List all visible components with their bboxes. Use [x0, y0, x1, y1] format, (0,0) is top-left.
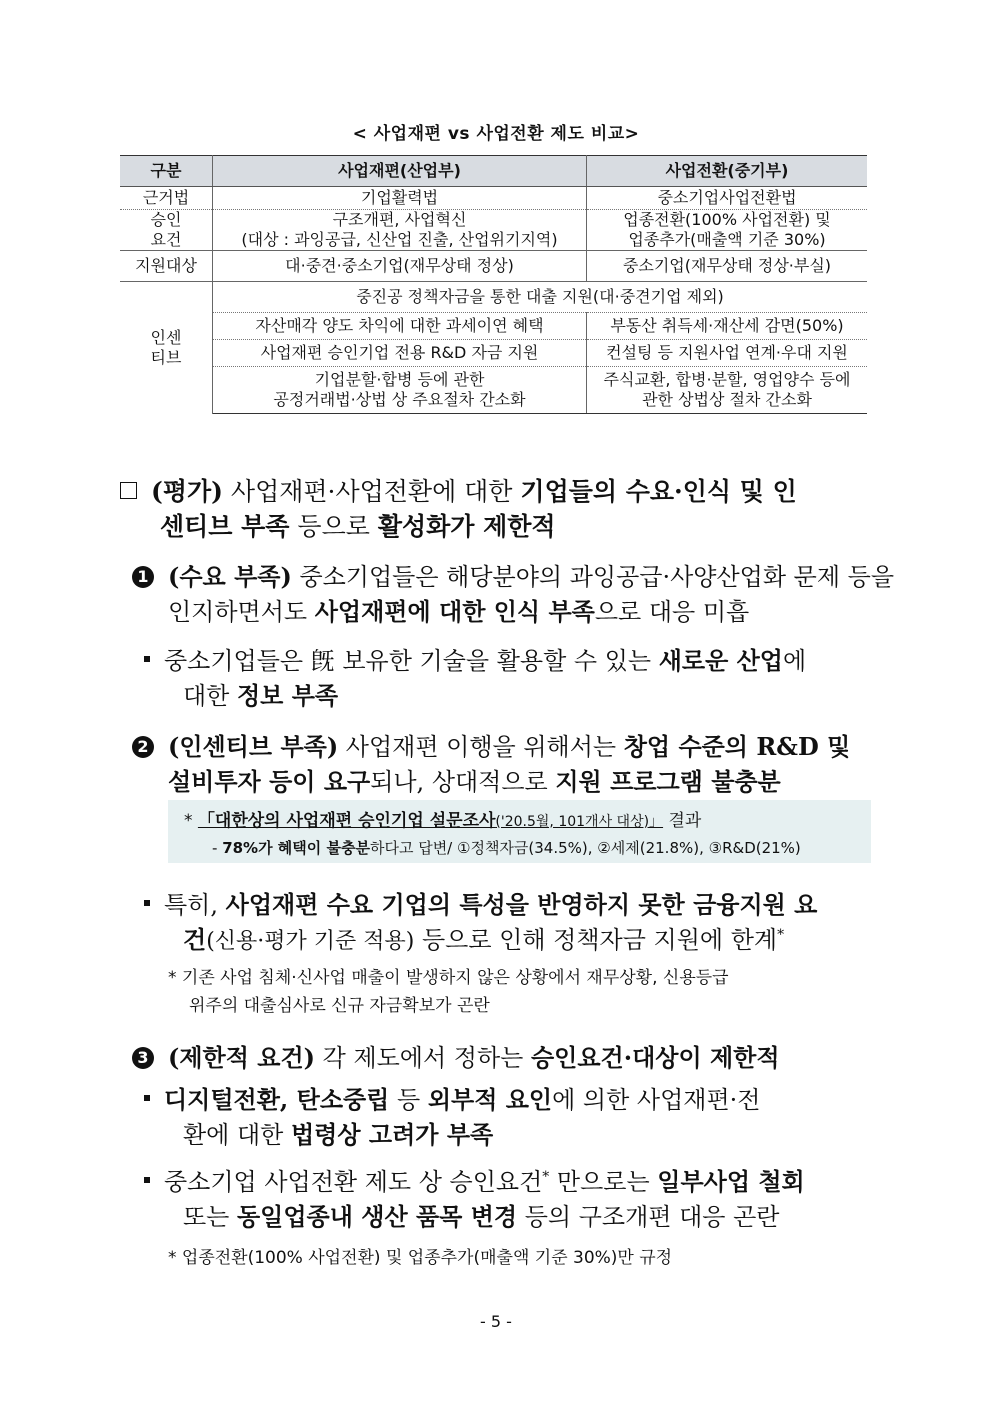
bullet-square-icon: [144, 1177, 150, 1183]
item2-sub-line1: 특히, 사업재편 수요 기업의 특성을 반영하지 못한 금융지원 요: [144, 885, 817, 920]
item3-line1: 3 (제한적 요건) 각 제도에서 정하는 승인요건·대상이 제한적: [132, 1038, 780, 1073]
table-row: [120, 187, 867, 210]
item1-sub-line1: 중소기업들은 旣 보유한 기술을 활용할 수 있는 새로운 산업에: [144, 641, 806, 676]
table-row: [120, 367, 867, 414]
item3-sub-line1: 디지털전환, 탄소중립 등 외부적 요인에 의한 사업재편·전: [144, 1080, 760, 1115]
item1-line1: 1 (수요 부족) 중소기업들은 해당분야의 과잉공급·사양산업화 문제 등을: [132, 557, 894, 592]
cell: 중소기업(재무상태 정상·부실): [587, 251, 868, 282]
cell: 주식교환, 합병·분할, 영업양수 등에 관한 상법상 절차 간소화: [587, 367, 868, 414]
cell: 구조개편, 사업혁신 (대상 : 과잉공급, 신산업 진출, 산업위기지역): [213, 210, 587, 251]
bullet-square-icon: [144, 900, 150, 906]
number-one-icon: 1: [132, 566, 154, 588]
table-row: [120, 251, 867, 282]
page-number: - 5 -: [480, 1312, 512, 1331]
cell: 자산매각 양도 차익에 대한 과세이연 혜택: [213, 313, 587, 340]
header-restructuring: 사업재편(산업부): [213, 156, 587, 187]
comparison-table: [120, 155, 867, 414]
survey-note-box: [168, 800, 871, 863]
header-category: 구분: [120, 156, 213, 187]
number-three-icon: 3: [132, 1047, 154, 1069]
survey-title: * 「대한상의 사업재편 승인기업 설문조사('20.5월, 101개사 대상)」 결과: [184, 811, 702, 831]
item3-sub-line2: 환에 대한 법령상 고려가 부족: [183, 1120, 494, 1149]
row-label: 근거법: [120, 187, 213, 210]
cell: 업종전환(100% 사업전환) 및 업종추가(매출액 기준 30%): [587, 210, 868, 251]
item3-sub2-line1: 중소기업 사업전환 제도 상 승인요건* 만으로는 일부사업 철회: [144, 1162, 805, 1197]
eval-heading-line2: 센티브 부족 등으로 활성화가 제한적: [160, 512, 556, 541]
table-caption: < 사업재편 vs 사업전환 제도 비교>: [352, 124, 640, 144]
cell: 기업분할·합병 등에 관한 공정거래법·상법 상 주요절차 간소화: [213, 367, 587, 414]
table-row: [120, 282, 867, 313]
table-row: [120, 340, 867, 367]
row-label: 승인 요건: [120, 210, 213, 251]
item1-sub-line2: 대한 정보 부족: [183, 681, 339, 710]
bullet-square-icon: [144, 656, 150, 662]
footnote-line2: 위주의 대출심사로 신규 자금확보가 곤란: [189, 996, 490, 1016]
row-label: 지원대상: [120, 251, 213, 282]
checkbox-square-icon: [120, 482, 137, 499]
item3-sub2-line2: 또는 동일업종내 생산 품목 변경 등의 구조개편 대응 곤란: [183, 1202, 780, 1231]
table-row: [120, 313, 867, 340]
item2-line2: 설비투자 등이 요구되나, 상대적으로 지원 프로그램 불충분: [168, 767, 781, 796]
item2-sub-line2: 건(신용·평가 기준 적용) 등으로 인해 정책자금 지원에 한계*: [183, 925, 785, 954]
cell: 컨설팅 등 지원사업 연계·우대 지원: [587, 340, 868, 367]
survey-result: - 78%가 혜택이 불충분하다고 답변/ ①정책자금(34.5%), ②세제(21.8%), ③R&D(21%): [212, 839, 801, 857]
cell: 중진공 정책자금을 통한 대출 지원(대·중견기업 제외): [213, 282, 868, 313]
item1-line2: 인지하면서도 사업재편에 대한 인식 부족으로 대응 미흡: [168, 597, 750, 626]
eval-heading-line1: (평가) 사업재편·사업전환에 대한 기업들의 수요·인식 및 인: [120, 472, 797, 508]
number-two-icon: 2: [132, 736, 154, 758]
cell: 대·중견·중소기업(재무상태 정상): [213, 251, 587, 282]
footnote-line1: * 기존 사업 침체·신사업 매출이 발생하지 않은 상황에서 재무상황, 신용등급: [168, 968, 729, 988]
cell: 기업활력법: [213, 187, 587, 210]
cell: 사업재편 승인기업 전용 R&D 자금 지원: [213, 340, 587, 367]
table-row: [120, 210, 867, 251]
cell: 부동산 취득세·재산세 감면(50%): [587, 313, 868, 340]
bullet-square-icon: [144, 1095, 150, 1101]
item2-line1: 2 (인센티브 부족) 사업재편 이행을 위해서는 창업 수준의 R&D 및: [132, 727, 850, 762]
cell: 중소기업사업전환법: [657, 188, 797, 207]
header-conversion: 사업전환(중기부): [587, 156, 868, 187]
row-label: 인센 티브: [120, 282, 213, 414]
footnote-item3: * 업종전환(100% 사업전환) 및 업종추가(매출액 기준 30%)만 규정: [168, 1248, 673, 1268]
